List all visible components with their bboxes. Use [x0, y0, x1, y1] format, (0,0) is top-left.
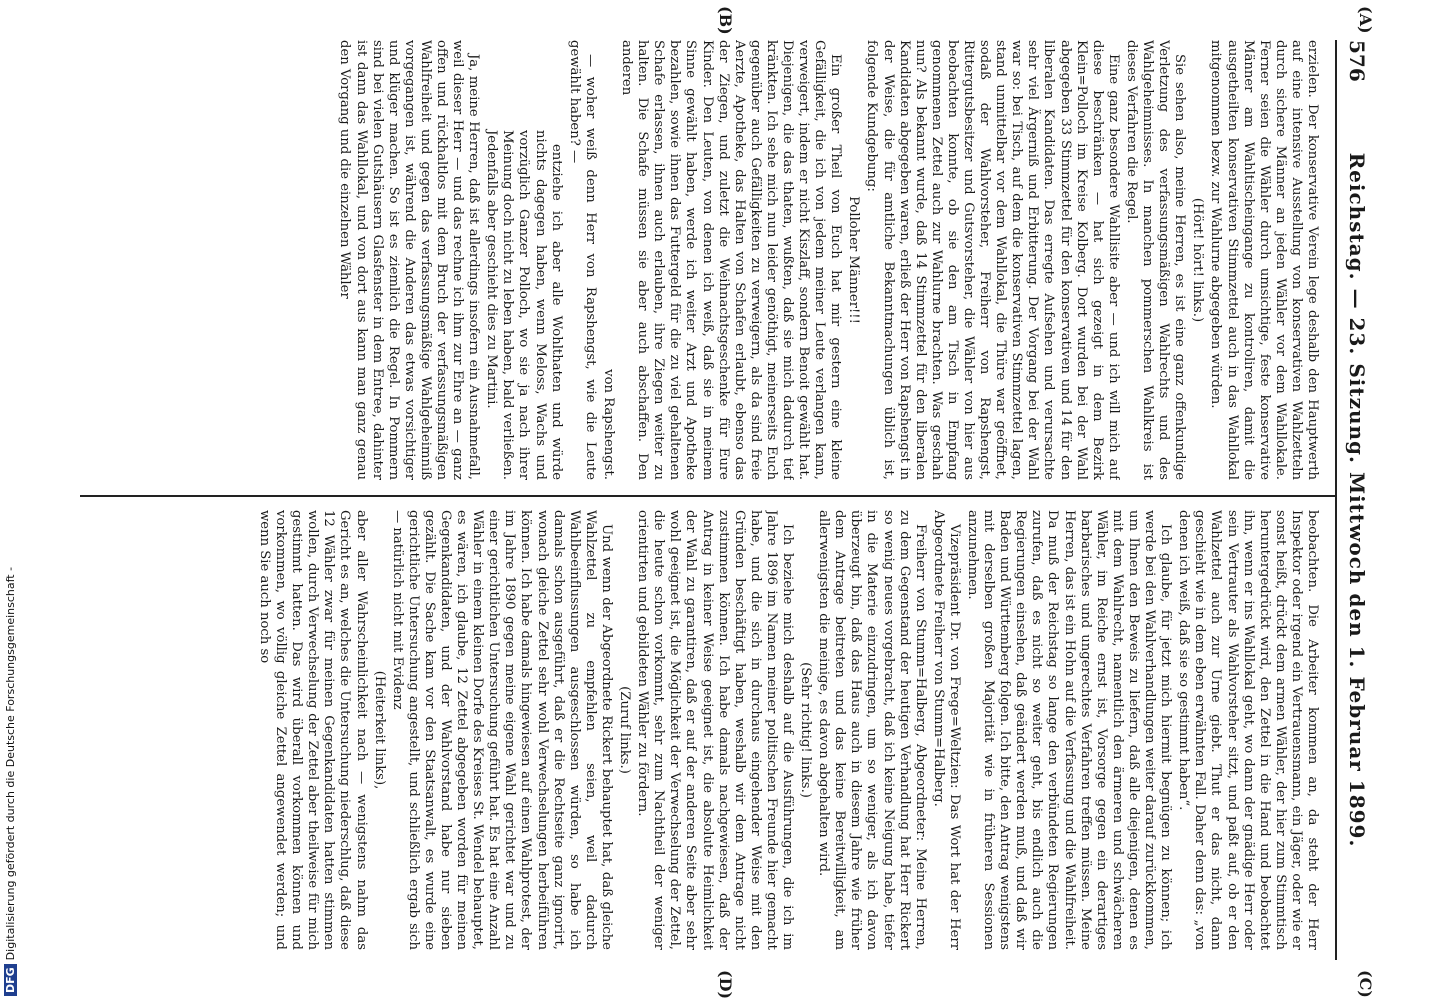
paragraph: — woher weiß denn Herr von Rapshengst, wie die Leute gewählt haben? —	[566, 40, 598, 480]
quote-signature: von Rapshengst.	[600, 369, 616, 480]
column-divider	[80, 495, 1335, 497]
margin-marker-b: (B)	[716, 6, 735, 35]
paragraph: Eine ganz besondere Wahllisite aber — und ich will mich auf diese beschränken — hat sich gezeigt in dem Bezirk Klein=Polloch im Kreise Kolberg. Dort wurden bei der Wahl abgegeben 33 Stimmzettel für den konservativen und 14 für den liberalen Kandidaten. Das erregte Aufsehen und verursachte sehr viel Ärgerniß und Erbitterung. Der Vorgang bei der Wahl war so: bei Tisch, auf dem die konservativen Stimmzettel lagen, stand unmittelbar vor dem Wahllokal, die Thüre war geöffnet, sodaß der Wahlvorsteher, Freiherr von Rapshengst, Rittergutsbesitzer und Gutsvorsteher, die Wähler von hier aus beobachten konnte, ob sie den am Tisch in Empfang genommenen Zettel auch zur Wahlurne brachten. Was geschah nun? Als bekannt wurde, daß 14 Stimmzettel für den liberalen Kandidaten abgegeben waren, erließ der Herr von Rapshengst in der Weise, die für amtliche Bekanntmachungen üblich ist, folgende Kundgebung:	[864, 40, 1121, 480]
left-column	[80, 40, 1320, 480]
paragraph: erzielen. Der konservative Verein lege deshalb den Hauptwerth auf eine intensive Ausstellung von konservativen Wahlzetteln durch sichere Männer an jeden Wähler vor dem Wahllokale. Ferner seien die Wähler durch umsichtige, feste konservative Männer am Wahltischeingange zu kontroliren, damit die ausgetheilten konservativen Stimmzettel auch in das Wahllokal mitgenommen bezw. zur Wahlurne abgegeben würden.	[1208, 40, 1320, 480]
interjection: (Sehr richtig! links.)	[798, 662, 814, 798]
paragraph: Sie sehen also, meine Herren, es ist eine ganz offenkundige Verletzung des verfassungsmäßigen Wahlrechts und des Wahlgeheimnisses. In manchen pommerschen Wahlkreis ist dieses Verfahren die Regel.	[1123, 40, 1188, 480]
page-title: Reichstag. — 23. Sitzung. Mittwoch den 1. Februar 1899.	[1345, 152, 1369, 848]
quote-heading: Polloher Männer!!!	[846, 196, 862, 324]
interjection: (Heiterkeit links),	[371, 670, 387, 790]
header-rule	[1335, 40, 1337, 960]
dfg-logo: DFG	[4, 964, 17, 996]
page-header	[1335, 40, 1375, 960]
interjection: (Zuruf links.)	[617, 686, 633, 774]
right-column	[80, 510, 1320, 950]
interjection: (Hört! hört! links.)	[1190, 197, 1206, 323]
speaker-paragraph: Freiherr von Stumm=Halberg, Abgeordneter: Meine Herren, zu dem Gegenstand der heutigen Verhandlung hat Herr Rickert so wenig neues vorgebracht, daß ich keine Neigung habe, tiefer in die Materie einzudringen, um so weniger, als ich davon überzeugt bin, daß das Haus auch in diesem Jahre wie früher dem Antrage beitreten und das keine Bereitwilligkeit, am allerwenigsten die meinige, es davon abgehalten wird.	[816, 510, 928, 950]
digitization-credit	[4, 567, 17, 996]
paragraph: Und wenn der Abgeordnete Rickert behauptet hat, daß gleiche Wahlzettel zu empfehlen seien, weil dadurch Wahlbeeinflussungen ausgeschlossen würden, so habe ich damals schon ausgeführt, daß er die Rechtseite ganz ignorirt, wonach gleiche Zettel sehr wohl Verwechselungen herbeiführen können. Ich habe damals hingewiesen auf einen Wahlprotest, der im Jahre 1890 gegen meine eigene Wahl gerichtet war und zu einer gerichtlichen Untersuchung geführt hat. Es hat eine Anzahl Wähler in einem kleinen Dorfe des Kreises St. Wendel behauptet, es wären, ich glaube, 12 Zettel abgegeben worden für meinen Gegenkandidaten, und der Wahlvorstand habe nur sieben gezählt. Die Sache kam vor den Staatsanwalt, es wurde eine gerichtliche Untersuchung angestellt, und schließlich ergab sich — natürlich nicht mit Evidenz	[389, 510, 614, 950]
margin-marker-a: (A)	[1356, 6, 1375, 34]
speaker-paragraph: Vizepräsident Dr. von Frege=Weltzien: Das Wort hat der Herr Abgeordnete Freiherr von Stumm=Halberg.	[930, 510, 962, 950]
document-page	[75, 6, 1375, 1000]
margin-marker-d: (D)	[716, 970, 735, 1000]
credit-text: Digitalisierung gefördert durch die Deutsche Forschungsgemeinschaft -	[4, 566, 17, 961]
page-number: 576	[1345, 40, 1369, 82]
paragraph: aber aller Wahrscheinlichkeit nach — wenigstens nahm das Gericht es an, welches die Untersuchung niederschlug, daß diese 12 Wähler zwar für meinen Gegenkandidaten hatten stimmen wollen, durch Verwechselung der Zettel aber theilweise für mich gestimmt hatten. Das wird überall vorkommen können und vorkommen, wo völlig gleiche Zettel angewendet werden; und wenn Sie auch noch so	[257, 510, 369, 950]
quoted-paragraph: Ein großer Theil von Euch hat mir gestern eine kleine Gefälligkeit, die ich von jedem meiner Leute verlangen kann, verweigert, indem er nicht Kiszlaff, sondern Benoit gewählt hat. Diejenigen, die das thaten, wußten, daß sie mich dadurch tief kränkten. Ich sehe mich nun leider genöthigt, meinerseits Euch gegenüber auch Gefälligkeiten zu verweigern, als da sind freie Aerzte, Apotheke, das Halten von Schafen erlaubt, ebenso das der Ziegen, und zuletzt die Weihnachtsgeschenke für Eure Kinder. Den Leuten, von denen ich weiß, daß sie in meinem Sinne gewählt haben, werde ich weiter Arzt und Apotheke bezahlen, sowie ihnen das Futtergeld für die zu viel gehaltenen Schafe erlassen, ihnen auch erlauben, ihre Ziegen weiter zu halten. Die Schafe müssen sie aber auch abschaffen. Den anderen	[619, 40, 844, 480]
paragraph: Ich beziehe mich deshalb auf die Ausführungen, die ich im Jahre 1896 im Namen meiner politischen Freunde hier gemacht habe, und die sich in durchaus eingehender Weise mit den Gründen beschäftigt haben, weshalb wir dem Antrage nicht zustimmen können. Ich habe damals nachgewiesen, daß der Antrag in keiner Weise geeignet ist, die absolute Heimlichkeit der Wahl zu garantiren, daß er auf der anderen Seite aber sehr wohl geeignet ist, die Möglichkeit der Verwechselung der Zettel, die heute schon vorkommt, sehr zum Nachtheil der weniger orientirten und gebildeten Wähler zu fördern.	[635, 510, 795, 950]
margin-marker-c: (C)	[1356, 970, 1375, 998]
paragraph: beobachten. Die Arbeiter kommen an, da steht der Herr Inspektor oder irgend ein Vertrauensmann, ein Jäger, oder wie er sonst heißt, drückt dem armen Wähler, der hier zum Stimmtisch heruntergedrückt wird, den Zettel in die Hand und beobachtet ihn, wenn er ins Wahllokal geht, wo dann der gnädige Herr oder sein Vertrauter als Wahlvorsteher sitzt, und paßt auf, ob er den Wahlzettel auch zur Urne giebt. Thut er das nicht, dann geschieht wie in dem eben erwähnten Fall. Daher denn das: „von denen ich weiß, daß sie so gestimmt haben“.	[1176, 510, 1320, 950]
quoted-paragraph: entziehe ich aber alle Wohlthaten und würde nichts dagegen haben, wenn Meloss, Wachs und vorzüglich Ganzer Polloch, wo sie ja nach ihrer Meinung doch nicht zu leben haben, bald verließen. Jedenfalls aber geschieht dies zu Martini.	[484, 130, 564, 480]
paragraph: Ich glaube, für jetzt mich hiermit begnügen zu können; ich werde bei den Wahlverhandlungen weiter darauf zurückkommen, um Ihnen den Beweis zu liefern, daß alle diejenigen, denen es mit dem Wahlrecht, namentlich den ärmeren und schwächeren Wähler, im Reiche ernst ist, Vorsorge gegen ein derartiges barbarisches und ungerechtes Verfahren treffen müssen. Meine Herren, das ist ein Hohn auf die Verfassung und die Wahlfreiheit. Da muß der Reichstag so lange den verbündeten Regierungen zurufen, daß es nicht so weiter geht, bis endlich auch die Regierungen einsehen, daß geändert werden muß, und daß wir Baden und Württemberg folgen. Ich bitte, den Antrag wenigstens mit derselben großen Majorität wie in früheren Sessionen anzunehmen.	[965, 510, 1174, 950]
paragraph: Ja, meine Herren, daß ist allerdings insofern ein Ausnahmefall, weil dieser Herr — und das rechne ich ihm zur Ehre an — ganz offen und rückhaltlos mit dem Bruch der verfassungsmäßigen Wahlfreiheit und gegen das verfassungsmäßige Wahlgeheimniß vorgegangen ist, während die Anderen das etwas vorsichtiger und klüger machen. So ist es ziemlich die Regel. In Pommern sind bei vielen Gutshäusern Glasfenster in dem Entree, dahinter ist dann das Wahllokal, und von dort aus kann man ganz genau den Vorgang und die einzelnen Wähler	[337, 40, 482, 480]
